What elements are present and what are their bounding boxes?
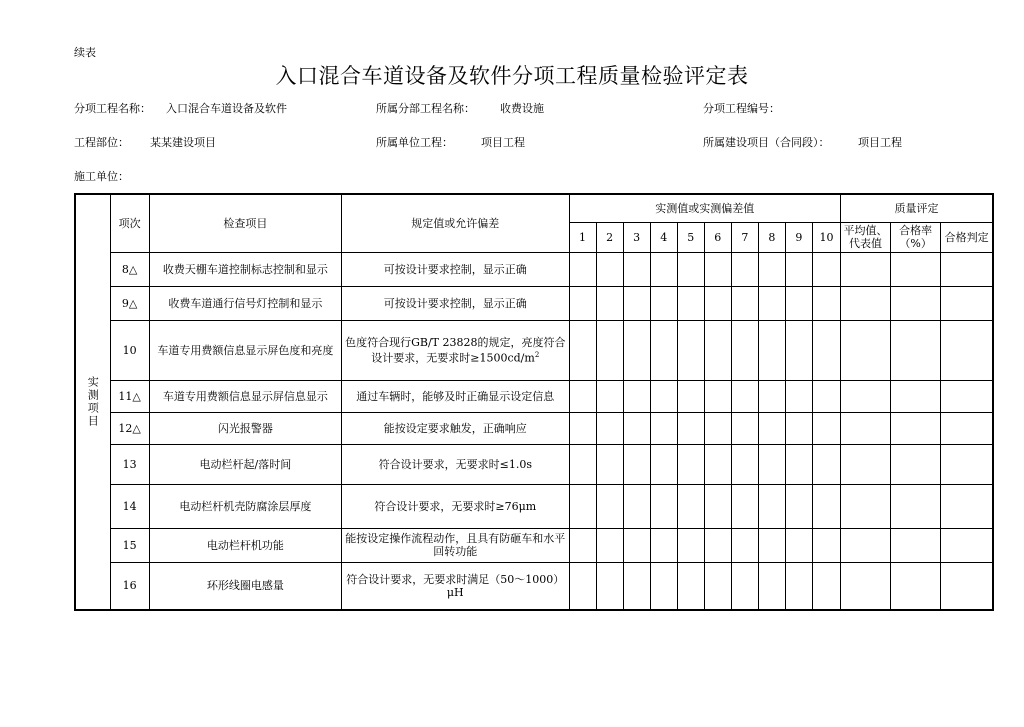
inspection-table <box>74 193 994 611</box>
measured-value-cell[interactable] <box>569 252 596 286</box>
measured-value-cell[interactable] <box>785 252 812 286</box>
measured-value-cell[interactable] <box>812 380 840 412</box>
header-measure-col: 5 <box>677 222 704 252</box>
spec-text: 能按设定操作流程动作，且具有防砸车和水平回转功能 <box>345 532 566 558</box>
header-measure-col: 10 <box>812 222 840 252</box>
measured-value-cell[interactable] <box>758 252 785 286</box>
item-no-cell: 12△ <box>110 412 149 444</box>
measured-value-cell[interactable] <box>623 320 650 380</box>
measured-value-cell[interactable] <box>650 528 677 562</box>
header-measure-col: 3 <box>623 222 650 252</box>
measured-value-cell[interactable] <box>812 252 840 286</box>
measured-value-cell[interactable] <box>704 320 731 380</box>
measured-value-cell[interactable] <box>596 444 623 484</box>
measured-value-cell[interactable] <box>704 528 731 562</box>
item-no-cell: 15 <box>110 528 149 562</box>
spec-text: 可按设计要求控制，显示正确 <box>383 296 527 310</box>
measured-value-cell[interactable] <box>731 562 758 610</box>
measured-value-cell[interactable] <box>650 484 677 528</box>
measured-value-cell[interactable] <box>569 562 596 610</box>
spec-cell <box>342 562 569 610</box>
contract-value: 项目工程 <box>858 136 902 149</box>
spec-text: 色度符合现行GB/T 23828的规定，亮度符合设计要求，无要求时≥1500cd/m <box>345 335 566 365</box>
measured-value-cell[interactable] <box>731 412 758 444</box>
measured-value-cell[interactable] <box>785 562 812 610</box>
check-item-cell: 电动栏杆起/落时间 <box>149 444 341 484</box>
measured-value-cell[interactable] <box>812 320 840 380</box>
measured-value-cell[interactable] <box>785 444 812 484</box>
contract-label: 所属建设项目（合同段）： <box>703 136 830 149</box>
average-cell[interactable] <box>841 380 891 412</box>
header-measure-col: 4 <box>650 222 677 252</box>
measured-value-cell[interactable] <box>677 286 704 320</box>
pass-rate-cell[interactable] <box>891 412 941 444</box>
header-measure-col: 2 <box>596 222 623 252</box>
measured-value-cell[interactable] <box>704 412 731 444</box>
table-row <box>75 562 993 610</box>
section-label: 实测项目 <box>86 376 100 428</box>
header-pass-rate: 合格率（%） <box>891 222 941 252</box>
measured-value-cell[interactable] <box>785 484 812 528</box>
measured-value-cell[interactable] <box>704 380 731 412</box>
measured-value-cell[interactable] <box>785 286 812 320</box>
location-value: 某某建设项目 <box>150 136 216 149</box>
table-row <box>75 528 993 562</box>
judgement-cell[interactable] <box>941 380 993 412</box>
measured-value-cell[interactable] <box>596 562 623 610</box>
average-cell[interactable] <box>841 320 891 380</box>
measured-value-cell[interactable] <box>704 484 731 528</box>
measured-value-cell[interactable] <box>623 562 650 610</box>
measured-value-cell[interactable] <box>596 252 623 286</box>
measured-value-cell[interactable] <box>677 252 704 286</box>
measured-value-cell[interactable] <box>731 444 758 484</box>
check-item-cell: 闪光报警器 <box>149 412 341 444</box>
pass-rate-cell[interactable] <box>891 528 941 562</box>
average-cell[interactable] <box>841 484 891 528</box>
measured-value-cell[interactable] <box>569 444 596 484</box>
measured-value-cell[interactable] <box>569 484 596 528</box>
header-measured-group: 实测值或实测偏差值 <box>569 194 840 222</box>
spec-text: 符合设计要求，无要求时≤1.0s <box>378 457 532 471</box>
pass-rate-cell[interactable] <box>891 252 941 286</box>
item-no-cell: 8△ <box>110 252 149 286</box>
measured-value-cell[interactable] <box>650 562 677 610</box>
measured-value-cell[interactable] <box>785 528 812 562</box>
spec-cell <box>342 484 569 528</box>
item-no-cell: 14 <box>110 484 149 528</box>
header-measure-col: 9 <box>785 222 812 252</box>
measured-value-cell[interactable] <box>623 484 650 528</box>
measured-value-cell[interactable] <box>812 528 840 562</box>
measured-value-cell[interactable] <box>650 380 677 412</box>
header-measure-col: 7 <box>731 222 758 252</box>
measured-value-cell[interactable] <box>596 484 623 528</box>
measured-value-cell[interactable] <box>785 320 812 380</box>
measured-value-cell[interactable] <box>758 528 785 562</box>
spec-text: 可按设计要求控制，显示正确 <box>383 262 527 276</box>
measured-value-cell[interactable] <box>731 320 758 380</box>
measured-value-cell[interactable] <box>758 562 785 610</box>
pass-rate-cell[interactable] <box>891 286 941 320</box>
measured-value-cell[interactable] <box>812 412 840 444</box>
header-judgement: 合格判定 <box>941 222 993 252</box>
pass-rate-cell[interactable] <box>891 444 941 484</box>
measured-value-cell[interactable] <box>758 412 785 444</box>
judgement-cell[interactable] <box>941 252 993 286</box>
item-no-cell: 11△ <box>110 380 149 412</box>
unit-project-label: 所属单位工程： <box>376 136 453 149</box>
measured-value-cell[interactable] <box>650 412 677 444</box>
header-measure-col: 1 <box>569 222 596 252</box>
check-item-cell: 收费车道通行信号灯控制和显示 <box>149 286 341 320</box>
header-item-no: 项次 <box>110 194 149 252</box>
table-row <box>75 286 993 320</box>
judgement-cell[interactable] <box>941 528 993 562</box>
measured-value-cell[interactable] <box>623 380 650 412</box>
table-row <box>75 320 993 380</box>
check-item-cell: 车道专用费额信息显示屏信息显示 <box>149 380 341 412</box>
judgement-cell[interactable] <box>941 444 993 484</box>
spec-text: 通过车辆时，能够及时正确显示设定信息 <box>356 389 555 403</box>
measured-value-cell[interactable] <box>758 320 785 380</box>
measured-value-cell[interactable] <box>812 484 840 528</box>
measured-value-cell[interactable] <box>758 484 785 528</box>
judgement-cell[interactable] <box>941 484 993 528</box>
measured-value-cell[interactable] <box>677 412 704 444</box>
table-row <box>75 484 993 528</box>
judgement-cell[interactable] <box>941 320 993 380</box>
header-average: 平均值、代表值 <box>841 222 891 252</box>
measured-value-cell[interactable] <box>569 380 596 412</box>
item-no-cell: 13 <box>110 444 149 484</box>
subproject-number-label: 分项工程编号： <box>703 102 780 115</box>
section-label-cell <box>75 194 110 610</box>
measured-value-cell[interactable] <box>677 320 704 380</box>
table-row <box>75 252 993 286</box>
division-name-value: 收费设施 <box>500 102 544 115</box>
spec-cell <box>342 528 569 562</box>
spec-text: 能按设定要求触发，正确响应 <box>383 421 527 435</box>
table-row <box>75 412 993 444</box>
measured-value-cell[interactable] <box>623 412 650 444</box>
measured-value-cell[interactable] <box>677 484 704 528</box>
average-cell[interactable] <box>841 562 891 610</box>
spec-cell <box>342 286 569 320</box>
spec-cell <box>342 320 569 380</box>
check-item-cell: 收费天棚车道控制标志控制和显示 <box>149 252 341 286</box>
average-cell[interactable] <box>841 252 891 286</box>
measured-value-cell[interactable] <box>623 444 650 484</box>
pass-rate-cell[interactable] <box>891 320 941 380</box>
average-cell[interactable] <box>841 444 891 484</box>
measured-value-cell[interactable] <box>758 444 785 484</box>
measured-value-cell[interactable] <box>677 528 704 562</box>
table-row <box>75 380 993 412</box>
item-no-cell: 16 <box>110 562 149 610</box>
measured-value-cell[interactable] <box>704 444 731 484</box>
measured-value-cell[interactable] <box>623 528 650 562</box>
measured-value-cell[interactable] <box>596 286 623 320</box>
measured-value-cell[interactable] <box>623 286 650 320</box>
header-measure-col: 6 <box>704 222 731 252</box>
measured-value-cell[interactable] <box>812 562 840 610</box>
continued-label: 续表 <box>74 46 96 59</box>
spec-cell <box>342 380 569 412</box>
measured-value-cell[interactable] <box>731 286 758 320</box>
measured-value-cell[interactable] <box>596 320 623 380</box>
measured-value-cell[interactable] <box>569 412 596 444</box>
contractor-label: 施工单位： <box>74 170 129 183</box>
measured-value-cell[interactable] <box>569 528 596 562</box>
subproject-name-label: 分项工程名称： <box>74 102 151 115</box>
measured-value-cell[interactable] <box>677 444 704 484</box>
measured-value-cell[interactable] <box>650 444 677 484</box>
check-item-cell: 电动栏杆机功能 <box>149 528 341 562</box>
average-cell[interactable] <box>841 412 891 444</box>
pass-rate-cell[interactable] <box>891 484 941 528</box>
measured-value-cell[interactable] <box>677 562 704 610</box>
measured-value-cell[interactable] <box>704 562 731 610</box>
spec-text: 符合设计要求，无要求时≥76μm <box>374 499 537 513</box>
measured-value-cell[interactable] <box>650 252 677 286</box>
pass-rate-cell[interactable] <box>891 562 941 610</box>
measured-value-cell[interactable] <box>569 320 596 380</box>
item-no-cell: 9△ <box>110 286 149 320</box>
measured-value-cell[interactable] <box>623 252 650 286</box>
measured-value-cell[interactable] <box>677 380 704 412</box>
measured-value-cell[interactable] <box>731 484 758 528</box>
measured-value-cell[interactable] <box>731 528 758 562</box>
measured-value-cell[interactable] <box>650 320 677 380</box>
measured-value-cell[interactable] <box>812 444 840 484</box>
average-cell[interactable] <box>841 528 891 562</box>
pass-rate-cell[interactable] <box>891 380 941 412</box>
measured-value-cell[interactable] <box>596 380 623 412</box>
measured-value-cell[interactable] <box>785 380 812 412</box>
check-item-cell: 环形线圈电感量 <box>149 562 341 610</box>
header-measure-col: 8 <box>758 222 785 252</box>
measured-value-cell[interactable] <box>650 286 677 320</box>
measured-value-cell[interactable] <box>758 286 785 320</box>
header-spec: 规定值或允许偏差 <box>342 194 569 252</box>
measured-value-cell[interactable] <box>596 528 623 562</box>
measured-value-cell[interactable] <box>731 380 758 412</box>
judgement-cell[interactable] <box>941 562 993 610</box>
measured-value-cell[interactable] <box>704 252 731 286</box>
item-no-cell: 10 <box>110 320 149 380</box>
spec-text: 符合设计要求，无要求时满足（50～1000）μH <box>346 572 565 599</box>
measured-value-cell[interactable] <box>731 252 758 286</box>
measured-value-cell[interactable] <box>758 380 785 412</box>
check-item-cell: 车道专用费额信息显示屏色度和亮度 <box>149 320 341 380</box>
spec-cell <box>342 444 569 484</box>
unit-project-value: 项目工程 <box>481 136 525 149</box>
spec-cell <box>342 252 569 286</box>
subproject-name-value: 入口混合车道设备及软件 <box>166 102 287 115</box>
judgement-cell[interactable] <box>941 286 993 320</box>
judgement-cell[interactable] <box>941 412 993 444</box>
header-quality-group: 质量评定 <box>841 194 994 222</box>
table-row <box>75 444 993 484</box>
measured-value-cell[interactable] <box>704 286 731 320</box>
division-name-label: 所属分部工程名称： <box>376 102 475 115</box>
measured-value-cell[interactable] <box>569 286 596 320</box>
measured-value-cell[interactable] <box>812 286 840 320</box>
spec-cell <box>342 412 569 444</box>
page-title: 入口混合车道设备及软件分项工程质量检验评定表 <box>275 64 749 88</box>
measured-value-cell[interactable] <box>785 412 812 444</box>
check-item-cell: 电动栏杆机壳防腐涂层厚度 <box>149 484 341 528</box>
average-cell[interactable] <box>841 286 891 320</box>
header-check-item: 检查项目 <box>149 194 341 252</box>
location-label: 工程部位： <box>74 136 129 149</box>
measured-value-cell[interactable] <box>596 412 623 444</box>
spec-superscript: 2 <box>534 350 540 359</box>
